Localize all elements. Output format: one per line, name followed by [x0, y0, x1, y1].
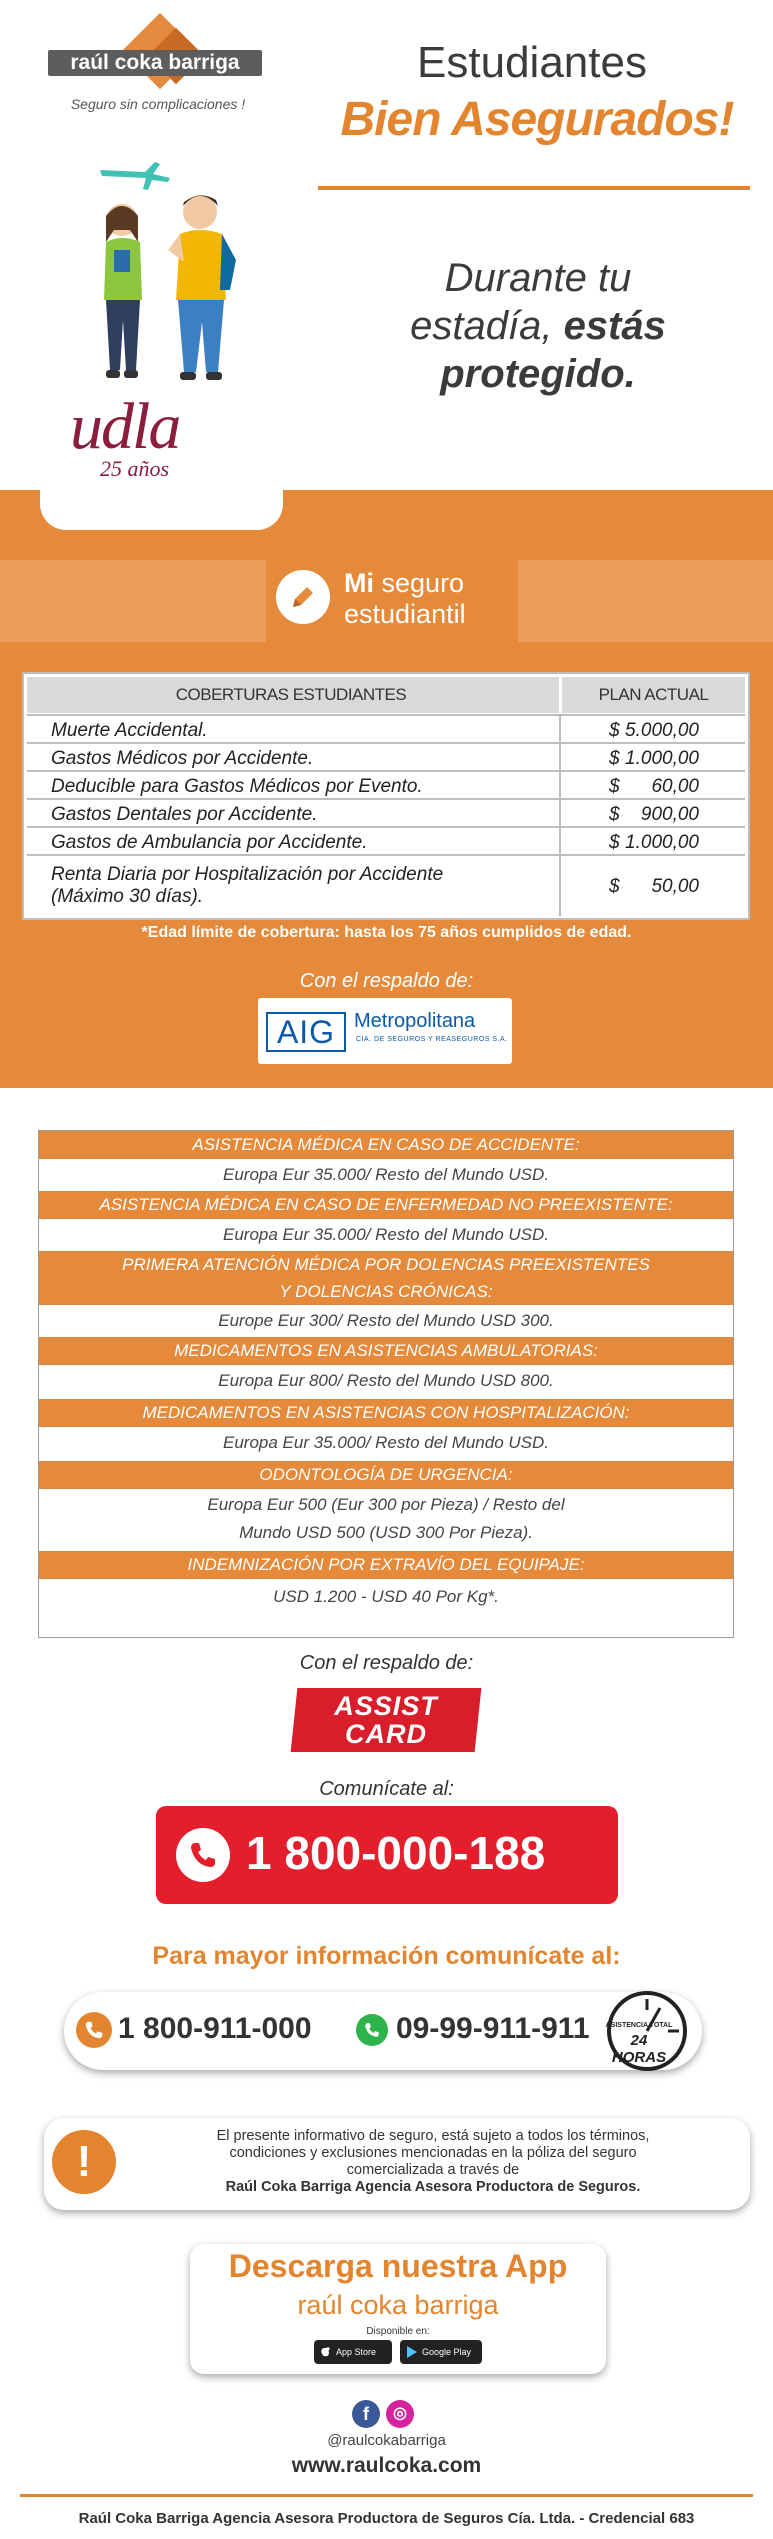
whatsapp-icon [356, 2014, 388, 2046]
app-store-label: App Store [336, 2347, 377, 2357]
assistance-label: ASISTENCIA TOTAL [605, 2022, 673, 2029]
benefits-table [38, 1130, 734, 1638]
age-limit-note: *Edad límite de cobertura: hasta los 75 años cumplidos de edad. [141, 924, 632, 941]
coverage-label: Gastos de Ambulancia por Accidente. [51, 832, 368, 853]
benefit-value: Europa Eur 35.000/ Resto del Mundo USD. [39, 1427, 733, 1459]
subtitle-line-2b: estás [563, 304, 666, 348]
table-row [27, 770, 745, 798]
amount: 900,00 [640, 804, 699, 825]
header-coverage: COBERTURAS ESTUDIANTES [175, 685, 407, 704]
benefit-title: ASISTENCIA MÉDICA EN CASO DE ACCIDENTE: [39, 1131, 733, 1159]
table-row [27, 714, 745, 742]
currency: $ [609, 748, 620, 769]
title-line-1: Estudiantes [417, 38, 647, 87]
currency: $ [609, 776, 620, 797]
benefit-title: MEDICAMENTOS EN ASISTENCIAS AMBULATORIAS: [39, 1337, 733, 1365]
app-available: Disponible en: [366, 2326, 430, 2337]
warning-icon: ! [52, 2130, 116, 2194]
phone-icon [76, 2012, 112, 2048]
app-download-box [190, 2244, 606, 2374]
metropolitana-subtitle: CIA. DE SEGUROS Y REASEGUROS S.A. [356, 1036, 508, 1043]
aig-logo: AIG [266, 1012, 346, 1052]
apple-icon [320, 2345, 332, 2359]
coverage-label: Gastos Dentales por Accidente. [51, 804, 318, 825]
udla-word: udla [70, 390, 180, 463]
coverage-value [559, 828, 745, 854]
more-info-label: Para mayor información comunícate al: [152, 1942, 621, 1970]
coverage-value [559, 800, 745, 826]
coverage-value [559, 744, 745, 770]
aig-metropolitana-logo [258, 998, 512, 1064]
brand-name: raúl coka barriga [48, 50, 262, 76]
amount: 5.000,00 [625, 720, 699, 741]
amount: 60,00 [651, 776, 699, 797]
table-header [27, 677, 745, 713]
main-phone-number: 1 800-000-188 [246, 1827, 546, 1879]
students-illustration-icon [60, 150, 270, 400]
contact-label: Comunícate al: [319, 1778, 454, 1800]
coverage-value [559, 716, 745, 742]
udla-years: 25 años [100, 456, 170, 481]
phone-icon [176, 1828, 230, 1882]
disclaimer-text [128, 2128, 738, 2196]
coverage-value [559, 856, 745, 916]
google-play-icon [406, 2345, 418, 2359]
google-play-button[interactable] [400, 2340, 482, 2364]
facebook-icon[interactable]: f [352, 2400, 380, 2428]
section-title-line-2: estudiantil [344, 599, 466, 629]
whatsapp-number[interactable]: 09-99-911-911 [396, 2012, 590, 2045]
brand-tagline: Seguro sin complicaciones ! [70, 96, 246, 112]
benefit-title: PRIMERA ATENCIÓN MÉDICA POR DOLENCIAS PREEXISTENTES Y DOLENCIAS CRÓNICAS: [39, 1251, 733, 1305]
assist-card-text: ASSIST CARD [334, 1691, 438, 1749]
logo-mark [48, 28, 258, 88]
instagram-icon[interactable]: ◎ [386, 2400, 414, 2428]
contact-pill [64, 1992, 702, 2070]
benefit-title: ASISTENCIA MÉDICA EN CASO DE ENFERMEDAD NO PREEXISTENTE: [39, 1191, 733, 1219]
brand-logo[interactable] [48, 28, 268, 112]
amount: 1.000,00 [625, 832, 699, 853]
coverage-value [559, 772, 745, 798]
subtitle-line-2a: estadía, [410, 304, 564, 348]
footer-text: Raúl Coka Barriga Agencia Asesora Productora de Seguros Cía. Ltda. - Credencial 683 [78, 2510, 695, 2527]
main-phone-button[interactable] [156, 1806, 618, 1904]
section-title-line-1 [344, 568, 466, 599]
amount: 1.000,00 [625, 748, 699, 769]
benefit-title: MEDICAMENTOS EN ASISTENCIAS CON HOSPITALIZACIÓN: [39, 1399, 733, 1427]
subtitle-line-2 [318, 304, 758, 349]
social-handle[interactable]: @raulcokabarriga [327, 2432, 446, 2449]
metropolitana-logo: Metropolitana [354, 1010, 476, 1032]
website-link[interactable]: www.raulcoka.com [291, 2454, 482, 2477]
header-plan: PLAN ACTUAL [559, 677, 745, 713]
table-row [27, 826, 745, 854]
app-brand: raúl coka barriga [297, 2290, 499, 2320]
amount: 50,00 [651, 876, 699, 897]
benefit-value: USD 1.200 - USD 40 Por Kg*. [39, 1579, 733, 1619]
disclaimer-line-3: comercializada a través de [346, 2162, 520, 2178]
disclaimer-line-2: condiciones y exclusiones mencionadas en la póliza del seguro [229, 2145, 637, 2161]
benefit-title: ODONTOLOGÍA DE URGENCIA: [39, 1461, 733, 1489]
phone-number-1[interactable]: 1 800-911-000 [118, 2012, 312, 2045]
pencil-icon [276, 570, 330, 624]
udla-logo [70, 392, 270, 512]
subtitle-line-1: Durante tu [444, 256, 632, 300]
coverage-label: Muerte Accidental. [51, 720, 208, 741]
coverage-label: Gastos Médicos por Accidente. [51, 748, 314, 769]
coverage-label: Renta Diaria por Hospitalización por Accidente (Máximo 30 días). [51, 864, 444, 907]
section-title-seguro: seguro [381, 568, 465, 598]
section-title-mi: Mi [344, 568, 374, 598]
benefit-value: Europa Eur 35.000/ Resto del Mundo USD. [39, 1159, 733, 1191]
google-play-label: Google Play [422, 2347, 472, 2357]
table-row [27, 854, 745, 916]
backing-label-2: Con el respaldo de: [299, 1652, 474, 1674]
benefit-value: Europa Eur 35.000/ Resto del Mundo USD. [39, 1219, 733, 1251]
currency: $ [609, 876, 620, 897]
hours-label: 24 HORAS [611, 2032, 667, 2066]
benefit-value: Europe Eur 300/ Resto del Mundo USD 300. [39, 1305, 733, 1337]
table-row [27, 798, 745, 826]
subtitle-line-3: protegido. [440, 352, 636, 396]
disclaimer-box [44, 2118, 750, 2210]
section-title [344, 568, 466, 630]
title-line-2: Bien Asegurados! [340, 93, 734, 146]
benefit-title: INDEMNIZACIÓN POR EXTRAVÍO DEL EQUIPAJE: [39, 1551, 733, 1579]
coverage-label: Deducible para Gastos Médicos por Evento. [51, 776, 423, 797]
backing-label: Con el respaldo de: [299, 970, 474, 992]
app-store-button[interactable] [314, 2340, 392, 2364]
footer-divider [20, 2494, 753, 2497]
disclaimer-line-4: Raúl Coka Barriga Agencia Asesora Productora de Seguros. [225, 2179, 641, 2195]
title-divider [318, 186, 750, 190]
currency: $ [609, 720, 620, 741]
benefit-value: Europa Eur 800/ Resto del Mundo USD 800. [39, 1365, 733, 1397]
currency: $ [609, 832, 620, 853]
table-row [27, 742, 745, 770]
coverage-table [22, 672, 750, 920]
app-title: Descarga nuestra App [228, 2248, 568, 2284]
currency: $ [609, 804, 620, 825]
disclaimer-line-1: El presente informativo de seguro, está sujeto a todos los términos, [216, 2128, 650, 2144]
benefit-value: Europa Eur 500 (Eur 300 por Pieza) / Resto del Mundo USD 500 (USD 300 Por Pieza). [39, 1489, 733, 1549]
